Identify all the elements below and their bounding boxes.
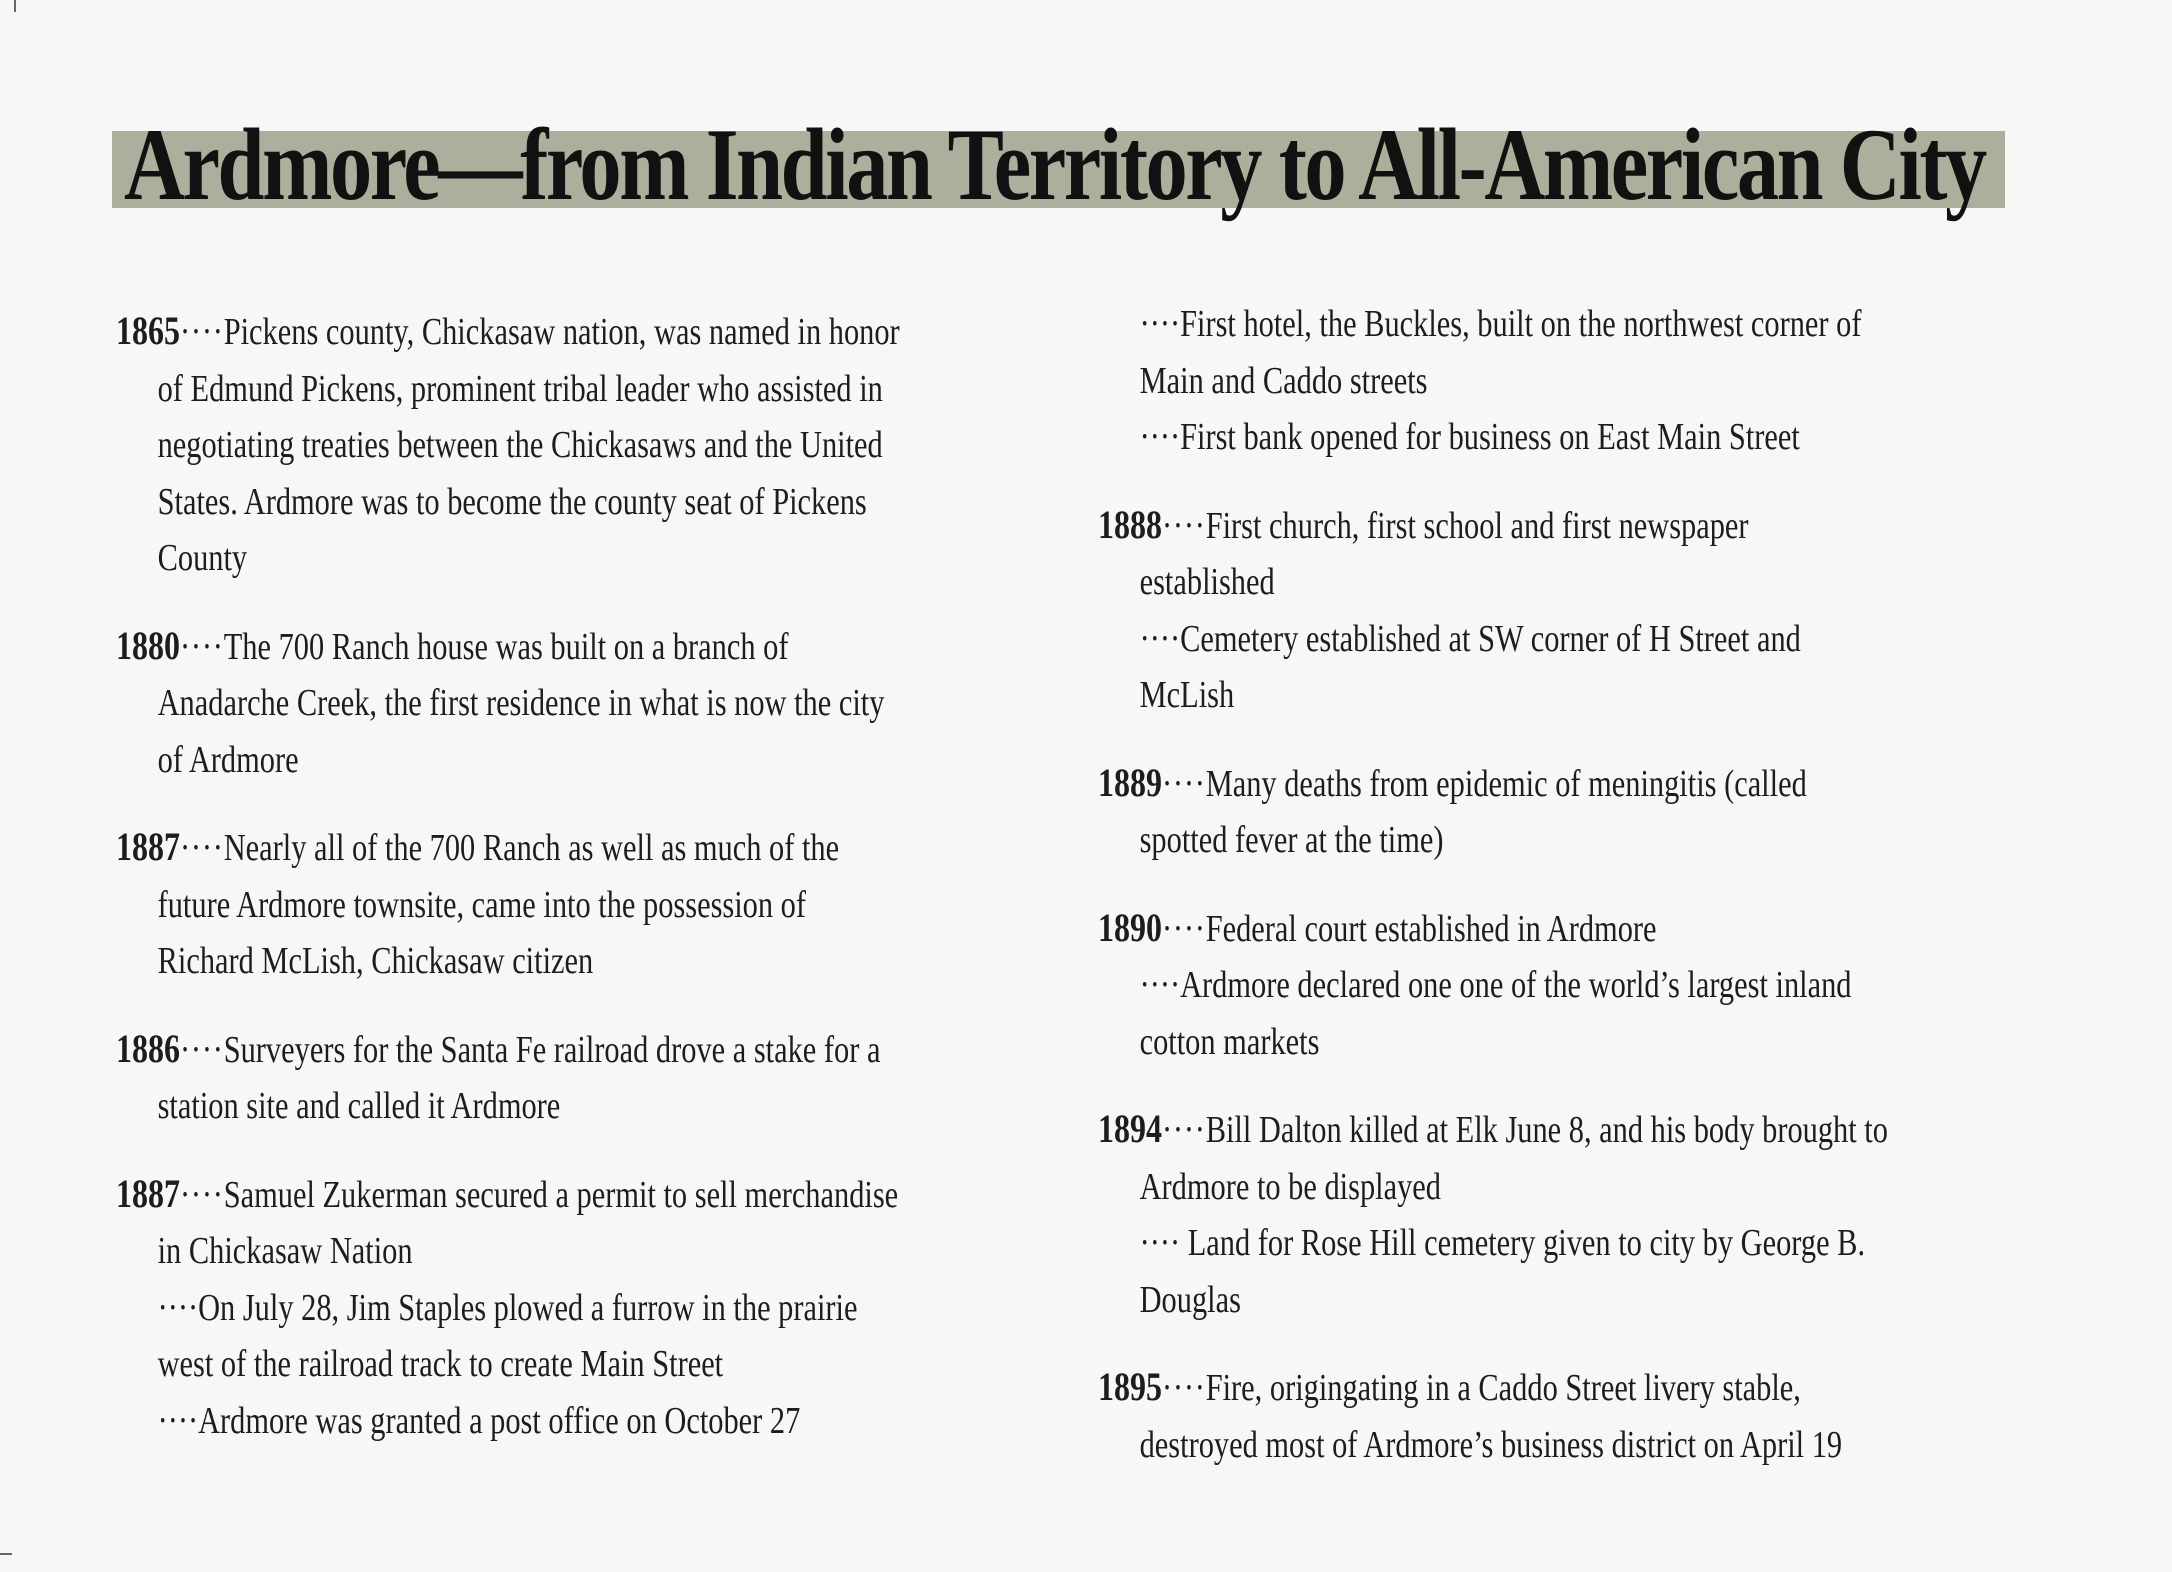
entry-text-line: Anadarche Creek, the first residence in what is now the city — [157, 682, 885, 724]
timeline-entry — [116, 819, 1088, 990]
entry-year: 1888 — [1098, 501, 1162, 547]
entry-separator: ···· — [1162, 1109, 1206, 1151]
entry-year: 1889 — [1098, 759, 1162, 805]
entry-separator: ···· — [1162, 504, 1206, 547]
entry-text-line: States. Ardmore was to become the county seat of Pickens — [157, 480, 867, 523]
entry-text: First church, first school and first newspaper — [1205, 504, 1749, 547]
entry-text-line: Ardmore to be displayed — [1139, 1165, 1441, 1208]
entry-year: 1886 — [116, 1025, 180, 1071]
entry-text: Samuel Zukerman secured a permit to sell merchandise — [223, 1173, 899, 1216]
entry-first-line — [116, 618, 1088, 676]
timeline-entry — [1098, 900, 2090, 1071]
entry-year: 1895 — [1098, 1364, 1162, 1409]
timeline-entry — [116, 303, 1088, 587]
entry-text-line: station site and called it Ardmore — [157, 1085, 561, 1127]
entry-first-line — [116, 303, 1088, 361]
entry-text: Pickens county, Chickasaw nation, was named in honor — [223, 311, 900, 353]
entry-text-line: in Chickasaw Nation — [157, 1230, 413, 1272]
entry-text-line: Richard McLish, Chickasaw citizen — [157, 940, 594, 982]
entry-text: Nearly all of the 700 Ranch as well as much of the — [223, 827, 840, 869]
entry-first-line — [1098, 497, 2090, 555]
entry-text-line: destroyed most of Ardmore’s business district on April 19 — [1139, 1423, 1843, 1466]
entry-text-line: west of the railroad track to create Main Street — [157, 1343, 724, 1385]
entry-text-line: negotiating treaties between the Chickasaws and the United — [157, 424, 883, 466]
entry-text-line: ····First bank opened for business on East Main Street — [1139, 416, 1800, 458]
entry-year: 1887 — [116, 1170, 180, 1216]
entry-first-line — [116, 1166, 1088, 1224]
entry-year: 1865 — [116, 308, 180, 353]
entry-text-line: ····On July 28, Jim Staples plowed a furrow in the prairie — [157, 1286, 858, 1329]
entry-text-line: ····Ardmore declared one one of the world’s largest inland — [1139, 964, 1852, 1006]
entry-separator: ···· — [180, 1028, 224, 1071]
entry-separator: ···· — [1162, 907, 1206, 950]
entry-year: 1887 — [116, 824, 180, 869]
entry-text-line: County — [157, 537, 248, 579]
entry-text-line: ····Cemetery established at SW corner of H Street and — [1139, 617, 1801, 660]
entry-text-line: of Ardmore — [157, 738, 299, 781]
entry-year: 1880 — [116, 622, 180, 668]
entry-text: The 700 Ranch house was built on a branch of — [223, 625, 789, 668]
entry-text: Bill Dalton killed at Elk June 8, and his body brought to — [1205, 1109, 1888, 1151]
entry-text: Surveyers for the Santa Fe railroad drove a stake for a — [223, 1028, 881, 1071]
entry-text-line: future Ardmore townsite, came into the possession of — [157, 883, 807, 926]
entry-text: Fire, origingating in a Caddo Street livery stable, — [1205, 1367, 1801, 1409]
entry-text-line: Main and Caddo streets — [1139, 359, 1428, 402]
entry-first-line — [1098, 900, 2090, 958]
entry-text: Federal court established in Ardmore — [1205, 907, 1657, 950]
entry-separator: ···· — [1162, 762, 1206, 805]
entry-first-line — [1098, 1359, 2090, 1417]
timeline-left-column — [116, 303, 1046, 1480]
timeline-entry — [1098, 1359, 2090, 1473]
entry-separator: ···· — [180, 625, 224, 668]
entry-text-line: ····Ardmore was granted a post office on October 27 — [157, 1399, 801, 1442]
timeline-entry — [116, 1021, 1088, 1135]
entry-separator: ···· — [180, 827, 224, 869]
entry-year: 1894 — [1098, 1106, 1162, 1151]
crop-mark-left — [0, 1553, 12, 1555]
entry-first-line — [1098, 755, 2090, 813]
entry-text-line: established — [1139, 561, 1275, 603]
entry-text: Many deaths from epidemic of meningitis (called — [1205, 762, 1807, 805]
entry-text-line: ···· Land for Rose Hill cemetery given to city by George B. — [1139, 1222, 1866, 1264]
timeline-entry — [1098, 296, 2090, 466]
timeline-right-column — [1098, 296, 2048, 1504]
entry-year: 1890 — [1098, 904, 1162, 950]
crop-mark-top — [14, 0, 16, 12]
page-title: Ardmore—from Indian Territory to All-American City — [124, 108, 1985, 222]
entry-first-line — [116, 1021, 1088, 1079]
entry-text-line: of Edmund Pickens, prominent tribal leader who assisted in — [157, 367, 883, 410]
timeline-entry — [116, 1166, 1088, 1450]
entry-text-line: Douglas — [1139, 1278, 1241, 1321]
entry-text-line: McLish — [1139, 674, 1235, 716]
entry-separator: ···· — [180, 1173, 224, 1216]
entry-text-line: ····First hotel, the Buckles, built on the northwest corner of — [1139, 303, 1862, 345]
timeline-entry — [116, 618, 1088, 789]
entry-text-line: cotton markets — [1139, 1020, 1320, 1063]
timeline-entry — [1098, 755, 2090, 869]
entry-first-line — [1098, 1101, 2090, 1159]
entry-separator: ···· — [1162, 1367, 1206, 1409]
entry-first-line — [116, 819, 1088, 877]
entry-text-line: spotted fever at the time) — [1139, 819, 1444, 861]
timeline-entry — [1098, 1101, 2090, 1328]
entry-separator: ···· — [180, 311, 224, 353]
timeline-entry — [1098, 497, 2090, 724]
